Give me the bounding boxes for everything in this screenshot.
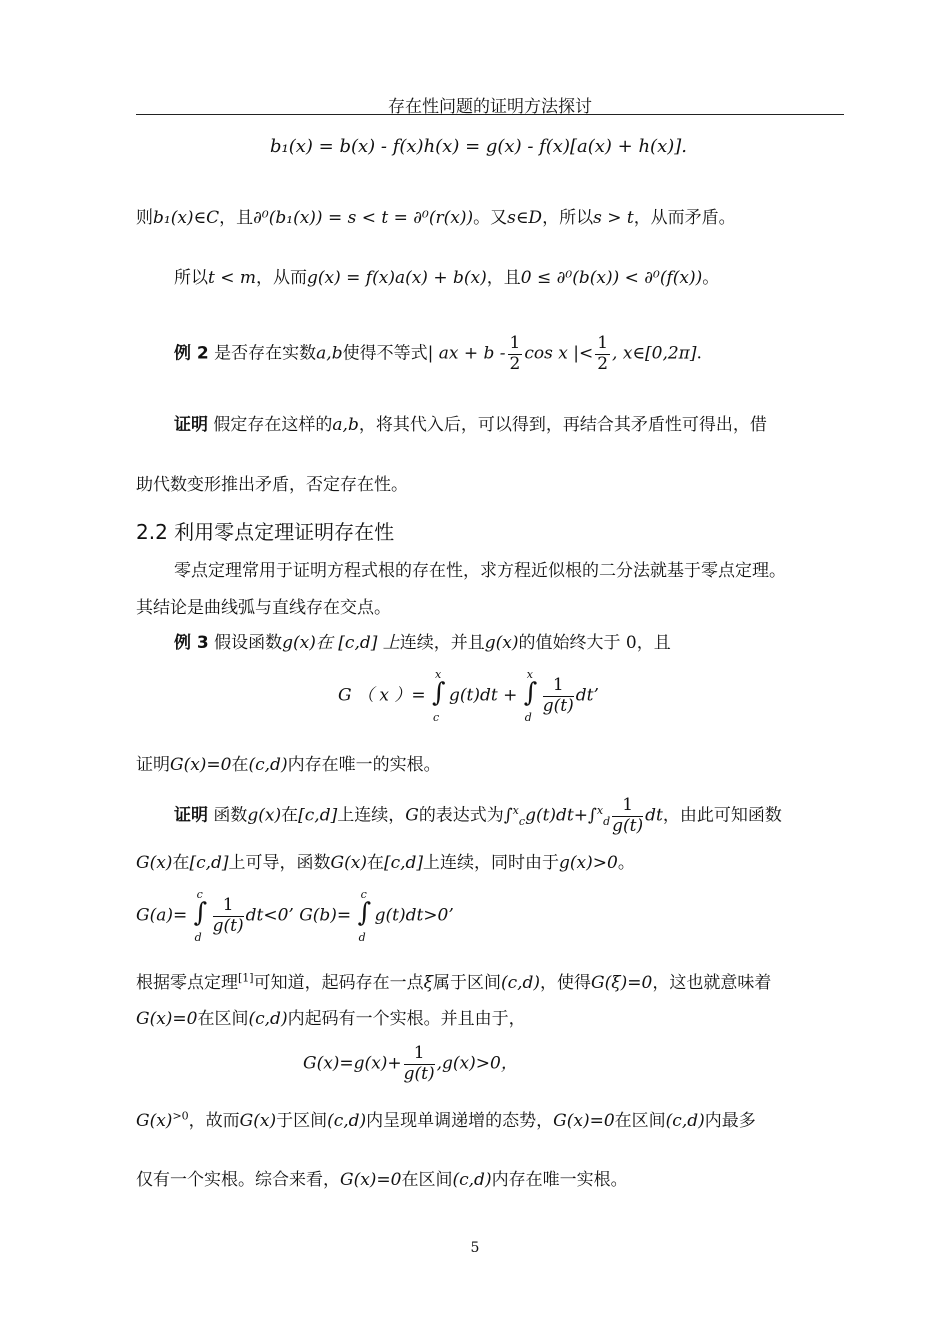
denominator: g(t): [612, 815, 644, 836]
fraction: [595, 334, 610, 374]
section-number: 2.2: [136, 520, 168, 544]
text: .: [696, 343, 702, 364]
math: G(a)=: [136, 905, 188, 926]
fraction: [213, 896, 244, 936]
math: ∫: [503, 805, 513, 826]
math: dt: [645, 805, 663, 826]
text: 在: [231, 755, 249, 775]
math: a,b: [316, 343, 343, 364]
integral-sign: ∫ x d: [523, 668, 538, 725]
text: ，由此可知函数: [662, 805, 782, 826]
math: G: [405, 805, 419, 826]
paragraph-root-line1: [136, 968, 771, 993]
equation-Gx: [303, 1044, 518, 1084]
text: 。又: [473, 208, 508, 228]
integral-sign: ∫ c d: [357, 888, 372, 945]
text: 证明: [136, 755, 170, 775]
numerator: 1: [404, 1044, 435, 1065]
integral-sign: ∫ c d: [193, 888, 208, 945]
math: G （ x ）=: [338, 685, 426, 706]
example-label: 例 2: [174, 343, 209, 364]
citation[interactable]: [1]: [238, 971, 254, 985]
text: 在: [366, 853, 384, 873]
math: (c,d): [327, 1111, 367, 1131]
denominator: 2: [509, 353, 521, 374]
text: 的表达式为: [418, 805, 504, 826]
math: G(x)=0: [340, 1170, 402, 1190]
denominator: g(t): [403, 1063, 435, 1084]
line-contradiction: [136, 203, 736, 228]
text: 内最多: [704, 1111, 756, 1131]
text: ，且: [219, 208, 254, 228]
math: G(x)=g(x)+: [303, 1053, 402, 1074]
upper-limit: x: [526, 668, 533, 682]
math: G(x): [330, 853, 367, 873]
text: 的值始终大于 0，且: [518, 633, 671, 653]
text: 假设函数: [214, 633, 283, 653]
upper-limit: c: [196, 888, 203, 902]
text: ，将其代入后，可以得到，再结合其矛盾性可得出，借: [358, 415, 767, 435]
math: g(x): [484, 633, 519, 653]
equation-G-definition: [338, 668, 599, 725]
text: 内存在唯一的实根。: [287, 755, 441, 775]
numerator: 1: [213, 896, 244, 917]
text: 内起码有一个实根。并且由于，: [287, 1009, 526, 1029]
math: 0 ≤ ∂⁰(b(x)) < ∂⁰(f(x)): [520, 268, 703, 288]
math: [c,d]: [383, 853, 424, 873]
text: 在区间: [401, 1170, 453, 1190]
denominator: g(t): [542, 695, 574, 716]
math: (c,d): [248, 755, 288, 775]
text: 在区间: [197, 1009, 249, 1029]
paragraph-monotone-line2: [136, 1165, 628, 1190]
proof-label: 证明: [174, 415, 208, 435]
integral-sign: ∫ x c: [432, 668, 446, 725]
section-heading: [136, 516, 394, 545]
text: 属于区间: [432, 973, 501, 993]
math: ,g(x)>0，: [436, 1053, 518, 1074]
text: 连续，并且: [399, 633, 485, 653]
text: 函数: [213, 805, 248, 826]
math: (c,d): [500, 973, 541, 993]
math: [c,d]: [298, 805, 338, 826]
fraction: [612, 796, 643, 836]
paragraph-monotone-line1: [136, 1106, 756, 1131]
proof-3-line1: [174, 796, 782, 836]
fraction: [543, 676, 574, 716]
math: [c,d]: [189, 853, 229, 873]
page-header: 存在性问题的证明方法探讨: [136, 92, 844, 115]
paragraph-zero-line2: 其结论是曲线弧与直线存在交点。: [136, 598, 391, 618]
math: g(t)dt +: [449, 685, 518, 706]
math: (c,d): [452, 1170, 492, 1190]
math: ξ: [423, 973, 433, 993]
math: , x∈[0,2π]: [612, 343, 697, 364]
lower-limit: c: [433, 711, 440, 725]
text: 仅有一个实根。综合来看，: [136, 1170, 340, 1190]
text: 是否存在实数: [214, 343, 317, 364]
lower-limit: d: [194, 931, 202, 945]
proof-2-line2: 助代数变形推出矛盾，否定存在性。: [136, 475, 408, 495]
math: (c,d): [665, 1111, 705, 1131]
paragraph-root-line2: [136, 1004, 526, 1029]
math: G(x): [136, 1111, 173, 1131]
text: 。: [617, 853, 635, 873]
text: 上可导，函数: [228, 853, 331, 873]
proof-label: 证明: [174, 805, 208, 826]
text: 内呈现单调递增的态势，: [366, 1111, 554, 1131]
section-title: 利用零点定理证明存在性: [174, 520, 395, 544]
math: b₁(x)∈C: [153, 208, 220, 228]
example-3: [174, 628, 671, 653]
upper-limit: c: [360, 888, 367, 902]
math: 在 [c,d] 上: [315, 633, 400, 653]
example-2: [174, 334, 702, 374]
lower-limit: d: [603, 814, 611, 828]
math: g(x) = f(x)a(x) + b(x): [307, 268, 487, 288]
line-conclusion: [174, 263, 719, 288]
text: ，使得: [540, 973, 592, 993]
equation-Ga-Gb: [136, 888, 454, 945]
math: G(x)=0: [553, 1111, 615, 1131]
numerator: 1: [509, 333, 521, 353]
proof-3-line2: [136, 848, 635, 873]
equation-b1: b₁(x) = b(x) - f(x)h(x) = g(x) - f(x)[a(x) + h(x)].: [270, 136, 687, 157]
text: 在区间: [614, 1111, 666, 1131]
math: >0: [172, 1109, 189, 1123]
math: (c,d): [248, 1009, 288, 1029]
math: dt<0’ G(b)=: [245, 905, 352, 926]
denominator: g(t): [212, 915, 244, 936]
example-3-claim: [136, 750, 441, 775]
math: t < m: [208, 268, 257, 288]
lower-limit: d: [358, 931, 366, 945]
math: g(x): [247, 805, 282, 826]
text: 可知道，起码存在一点: [253, 973, 424, 993]
text: ，从而: [256, 268, 308, 288]
page-number: 5: [470, 1240, 480, 1256]
text: 于区间: [276, 1111, 328, 1131]
text: 在: [172, 853, 190, 873]
math: g(t)dt+∫: [525, 805, 597, 826]
math: a,b: [332, 415, 359, 435]
text: 上连续，: [337, 805, 406, 826]
math: g(x)>0: [559, 853, 618, 873]
example-label: 例 3: [174, 633, 209, 653]
math: g(t)dt>0’: [374, 905, 454, 926]
numerator: 1: [543, 676, 574, 697]
math: G(x)=0: [136, 1009, 198, 1029]
math: | ax + b -: [427, 343, 506, 364]
text: 使得不等式: [342, 343, 428, 364]
text: ，故而: [188, 1111, 240, 1131]
denominator: 2: [597, 353, 609, 374]
proof-2-line1: [174, 410, 767, 435]
math: dt’: [575, 685, 599, 706]
math: G(x): [136, 853, 173, 873]
numerator: 1: [597, 333, 609, 353]
upper-limit: x: [596, 803, 604, 817]
math: G(x): [239, 1111, 277, 1131]
math: g(x): [282, 633, 316, 653]
math: G(ξ)=0: [591, 973, 653, 993]
math: G(x)=0: [170, 755, 232, 775]
text: 在: [281, 805, 299, 826]
text: 根据零点定理: [136, 973, 238, 993]
text: ，所以: [542, 208, 594, 228]
text: 所以: [174, 268, 208, 288]
math: s > t: [593, 208, 634, 228]
text: ，这也就意味着: [652, 973, 772, 993]
text: ，从而矛盾。: [633, 208, 736, 228]
paragraph-zero-line1: 零点定理常用于证明方程式根的存在性，求方程近似根的二分法就基于零点定理。: [174, 561, 786, 581]
math: s∈D: [507, 208, 543, 228]
upper-limit: x: [435, 668, 442, 682]
upper-limit: x: [512, 803, 519, 817]
fraction: [404, 1044, 435, 1084]
text: 内存在唯一实根。: [491, 1170, 628, 1190]
math: ∂⁰(b₁(x)) = s < t = ∂⁰(r(x)): [253, 208, 474, 228]
text: 假定存在这样的: [213, 415, 333, 435]
lower-limit: d: [524, 711, 532, 725]
text: ，且: [486, 268, 521, 288]
text: 则: [136, 208, 153, 228]
text: 上连续，同时由于: [423, 853, 560, 873]
text: 。: [702, 268, 720, 288]
numerator: 1: [612, 796, 643, 817]
lower-limit: c: [518, 814, 526, 828]
math: cos x |<: [524, 343, 594, 364]
fraction: [508, 334, 523, 374]
